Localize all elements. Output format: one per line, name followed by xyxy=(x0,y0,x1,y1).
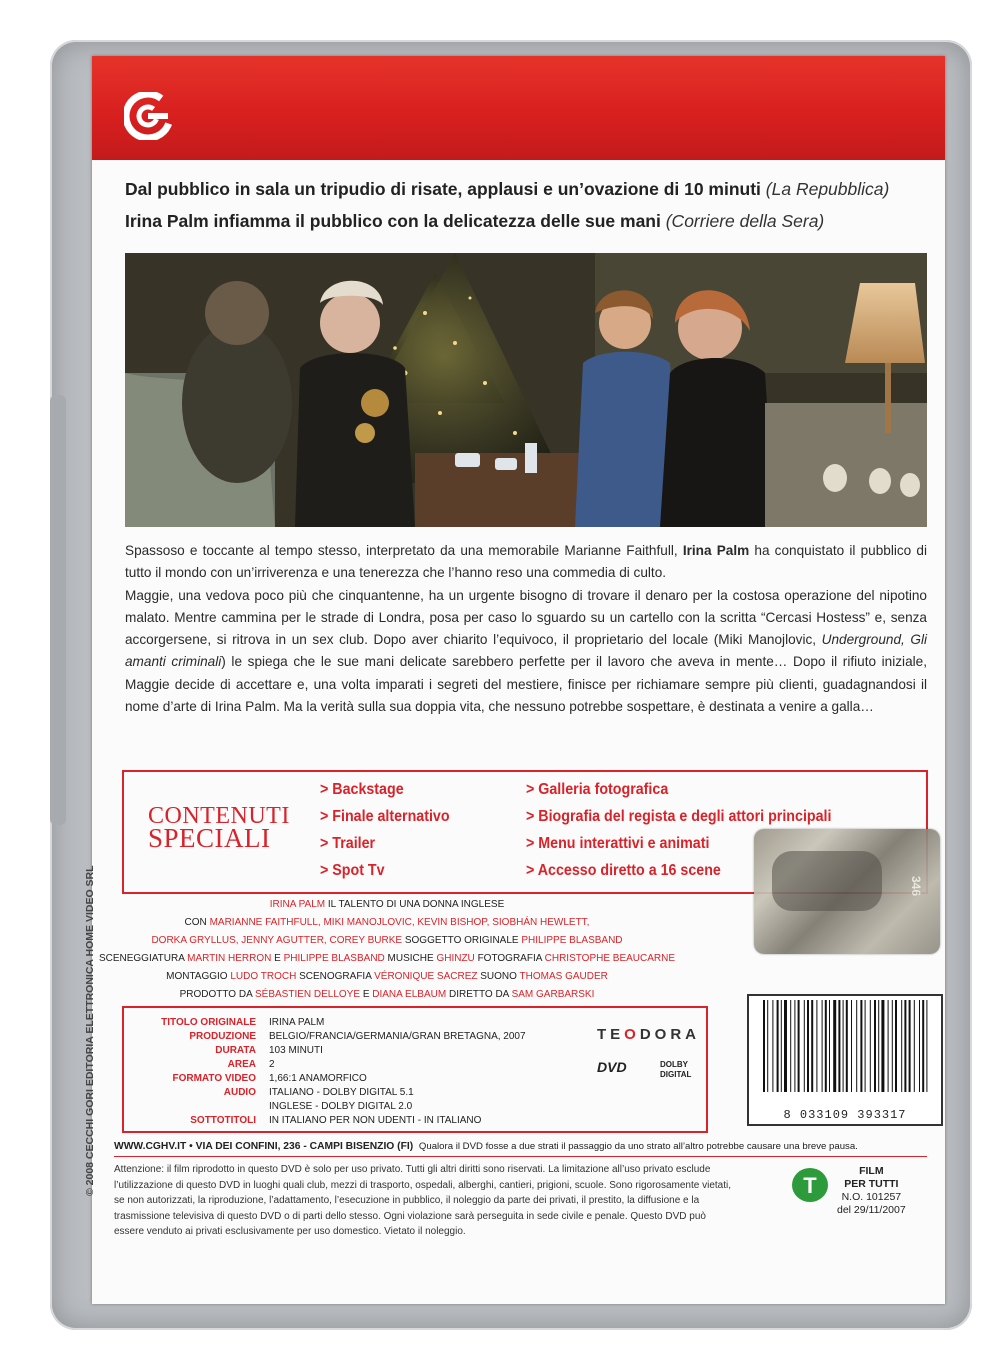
credit-names: SAM GARBARSKI xyxy=(511,989,595,1000)
credit-names: LUDO TROCH xyxy=(230,971,297,982)
rating-label xyxy=(837,1165,906,1217)
credit-role: CON xyxy=(184,917,207,928)
synopsis-text: ) le spiega che le sue mani delicate sarebbero perfette per il lavoro che aveva in mente… Dopo il rifiuto iniziale, Maggie decide di accettare e, una volta imparati i segreti del mestiere, finisce per richiamare sempre più clienti, guadagnandosi il nome d’arte di Irina Palm. Ma la verità sulla sua doppia vita, che nessuno potrebbe sospettare, è destinata a venire a galla… xyxy=(125,654,927,715)
spec-label: TITOLO ORIGINALE xyxy=(161,1017,256,1028)
credit-names: GHINZU xyxy=(436,953,475,964)
extra-item: > Finale alternativo xyxy=(320,808,450,825)
barcode-bar xyxy=(874,1000,876,1092)
dvd-video-logo: DVD xyxy=(597,1059,627,1075)
spec-label: PRODUZIONE xyxy=(189,1031,256,1042)
barcode-bar xyxy=(892,1000,893,1092)
synopsis-paragraph-1 xyxy=(125,540,927,585)
copyright-vertical: © 2008 CECCHI GORI EDITORIA ELETTRONICA HOME VIDEO SRL xyxy=(84,865,96,1196)
spec-value: IRINA PALM xyxy=(269,1017,325,1028)
barcode-bar xyxy=(794,1000,795,1092)
credit-names: MARIANNE FAITHFULL, MIKI MANOJLOVIC, KEVIN BISHOP, SIOBHÁN HEWLETT, xyxy=(209,917,590,928)
barcode-bar xyxy=(865,1000,866,1092)
barcode-bar xyxy=(822,1000,823,1092)
spec-label: SOTTOTITOLI xyxy=(190,1115,256,1126)
teodora-o: O xyxy=(624,1026,640,1043)
credits-line xyxy=(92,932,682,950)
credits-line xyxy=(92,896,682,914)
credits-line xyxy=(92,986,682,1004)
extra-item: > Biografia del regista e degli attori principali xyxy=(526,808,832,825)
barcode-bar xyxy=(829,1000,830,1092)
credit-role: SCENOGRAFIA xyxy=(299,971,372,982)
synopsis xyxy=(125,540,927,718)
barcode-bar xyxy=(901,1000,902,1092)
spec-label: AREA xyxy=(227,1059,256,1070)
extra-item: > Trailer xyxy=(320,835,376,852)
credits-line xyxy=(92,950,682,968)
barcode-bar xyxy=(895,1000,897,1092)
credit-role: PRODOTTO DA xyxy=(179,989,253,1000)
extra-item: > Accesso diretto a 16 scene xyxy=(526,862,721,879)
barcode-bar xyxy=(870,1000,871,1092)
barcode-bar xyxy=(804,1000,805,1092)
barcode-bar xyxy=(888,1000,889,1092)
credit-names: DORKA GRYLLUS, JENNY AGUTTER, COREY BURKE xyxy=(151,935,403,946)
quote-corriere xyxy=(125,211,824,232)
credit-role: DIRETTO DA xyxy=(448,989,509,1000)
extra-item: > Galleria fotografica xyxy=(526,781,669,798)
credit-names: THOMAS GAUDER xyxy=(519,971,608,982)
barcode-bar xyxy=(909,1000,911,1092)
quote-text: Irina Palm infiamma il pubblico con la delicatezza delle sue mani xyxy=(125,211,661,231)
barcode-bar xyxy=(881,1000,884,1092)
barcode-bar xyxy=(851,1000,852,1092)
barcode-bar xyxy=(843,1000,844,1092)
credit-names: DIANA ELBAUM xyxy=(372,989,447,1000)
spec-value: 1,66:1 ANAMORFICO xyxy=(269,1073,367,1084)
rating-line: del 29/11/2007 xyxy=(837,1204,906,1216)
header-red-band xyxy=(92,56,945,160)
publisher-address xyxy=(114,1141,858,1152)
spec-label: FORMATO VIDEO xyxy=(172,1073,256,1084)
hologram-pattern xyxy=(772,851,882,911)
credit-names: PHILIPPE BLASBAND xyxy=(521,935,623,946)
credit-role: MUSICHE xyxy=(387,953,434,964)
dvd-back-cover xyxy=(84,56,945,1304)
synopsis-text: ha conquistato il pubblico di tutto il mondo con un’irriverenza e una tenerezza che l’hanno reso una commedia di culto. xyxy=(125,543,928,581)
barcode-bar xyxy=(860,1000,862,1092)
rating-line: N.O. 101257 xyxy=(841,1191,902,1203)
synopsis-text: Maggie, una vedova poco più che cinquantenne, ha un urgente bisogno di trovare il denaro per la costosa operazione del nipotino malato. Mentre cammina per le strade di Londra, posa per caso lo sguardo su un cartello con la scritta “Cercasi Hostess” e, senza accorgersene, si ritrova in un sex club. Dopo aver chiarito l’equivoco, il proprietario del locale (Miki Manojlovic, xyxy=(125,587,927,648)
special-contents-title-line2: SPECIALI xyxy=(148,823,271,853)
barcode-bar xyxy=(763,1000,765,1092)
credit-role: SUONO xyxy=(480,971,517,982)
dolby-line: DIGITAL xyxy=(660,1070,692,1079)
barcode-bars xyxy=(749,1000,941,1108)
synopsis-text: Spassoso e toccante al tempo stesso, interpretato da una memorabile Marianne Faithfull, xyxy=(125,543,678,558)
barcode-bar xyxy=(904,1000,906,1092)
barcode-bar xyxy=(781,1000,782,1092)
barcode-bar xyxy=(922,1000,924,1092)
synopsis-title: Irina Palm xyxy=(682,543,750,558)
credits-line xyxy=(92,968,682,986)
barcode-bar xyxy=(772,1000,773,1092)
barcode xyxy=(747,994,943,1126)
special-contents-title xyxy=(148,803,290,853)
spec-value: 2 xyxy=(269,1059,275,1070)
quote-repubblica xyxy=(125,179,889,200)
barcode-bar xyxy=(833,1000,836,1092)
dolby-line: DOLBY xyxy=(660,1060,688,1069)
spec-value: INGLESE - DOLBY DIGITAL 2.0 xyxy=(269,1101,413,1112)
extra-item: > Menu interattivi e animati xyxy=(526,835,710,852)
rating-line: PER TUTTI xyxy=(844,1178,899,1190)
barcode-bar xyxy=(790,1000,791,1092)
quote-text: Dal pubblico in sala un tripudio di risate, applausi e un’ovazione di 10 minuti xyxy=(125,179,761,199)
spec-value: 103 MINUTI xyxy=(269,1045,323,1056)
hologram-sticker xyxy=(754,829,940,954)
credit-title: IRINA PALM xyxy=(269,899,326,910)
extra-item: > Backstage xyxy=(320,781,404,798)
dolby-digital-logo xyxy=(660,1060,691,1080)
credit-role: E xyxy=(362,989,370,1000)
teodora-text: DORA xyxy=(639,1026,701,1043)
spec-value: ITALIANO - DOLBY DIGITAL 5.1 xyxy=(269,1087,414,1098)
credit-subtitle: IL TALENTO DI UNA DONNA INGLESE xyxy=(327,899,505,910)
credit-names: PHILIPPE BLASBAND xyxy=(283,953,385,964)
hologram-number: 346 xyxy=(908,875,923,897)
rating-t-icon xyxy=(790,1166,830,1204)
publisher-site: WWW.CGHV.IT • VIA DEI CONFINI, 236 - CAMPI BISENZIO (FI) xyxy=(114,1141,414,1152)
teodora-logo xyxy=(597,1026,700,1043)
synopsis-films: Underground, Gli amanti criminali xyxy=(125,632,927,670)
barcode-bar xyxy=(838,1000,840,1092)
credit-names: MARTIN HERRON xyxy=(187,953,272,964)
rating-letter: T xyxy=(803,1173,817,1198)
dual-layer-note: Qualora il DVD fosse a due strati il passaggio da uno strato all’altro potrebbe causare una breve pausa. xyxy=(418,1141,858,1152)
quote-source: (La Repubblica) xyxy=(765,179,890,199)
case-clip xyxy=(50,395,66,825)
credit-role: E xyxy=(274,953,281,964)
barcode-number: 8 033109 393317 xyxy=(783,1108,907,1122)
credit-names: SÉBASTIEN DELLOYE xyxy=(254,989,361,1000)
barcode-bar xyxy=(878,1000,879,1092)
quote-source: (Corriere della Sera) xyxy=(665,211,825,231)
extra-item: > Spot Tv xyxy=(320,862,385,879)
film-still-photo xyxy=(125,253,927,527)
barcode-bar xyxy=(816,1000,817,1092)
credit-role: SOGGETTO ORIGINALE xyxy=(404,935,519,946)
spec-value: IN ITALIANO PER NON UDENTI - IN ITALIANO xyxy=(269,1115,482,1126)
barcode-bar xyxy=(856,1000,857,1092)
spec-label: AUDIO xyxy=(223,1087,256,1098)
spec-label: DURATA xyxy=(215,1045,256,1056)
rating-line: FILM xyxy=(859,1165,884,1177)
credits-block xyxy=(92,896,682,1004)
credits-line xyxy=(92,914,682,932)
teodora-text: TE xyxy=(597,1026,625,1043)
special-contents-title-line1: CONTENUTI xyxy=(148,803,290,829)
barcode-bar xyxy=(825,1000,827,1092)
barcode-bar xyxy=(919,1000,920,1092)
synopsis-paragraph-2 xyxy=(125,585,927,719)
barcode-bar xyxy=(914,1000,915,1092)
credit-role: FOTOGRAFIA xyxy=(477,953,542,964)
barcode-bar xyxy=(846,1000,848,1092)
barcode-bar xyxy=(811,1000,813,1092)
divider xyxy=(114,1156,927,1157)
barcode-bar xyxy=(798,1000,800,1092)
barcode-bar xyxy=(926,1000,927,1092)
barcode-bar xyxy=(784,1000,787,1092)
cecchi-gori-logo-icon xyxy=(124,92,172,140)
credit-role: SCENEGGIATURA xyxy=(98,953,185,964)
credit-names: CHRISTOPHE BEAUCARNE xyxy=(544,953,676,964)
spec-value: BELGIO/FRANCIA/GERMANIA/GRAN BRETAGNA, 2007 xyxy=(269,1031,526,1042)
legal-notice: Attenzione: il film riprodotto in questo DVD è solo per uso privato. Tutti gli altri diritti sono riservati. La limitazione all’uso privato esclude l’utilizzazione di questo DVD in luoghi quali club, mezzi di trasporto, ospedali, alberghi, cantieri, prigioni, scuole. Sono rigorosamente vietati, se non autorizzati, la riproduzione, l’adattamento, l’esecuzione in pubblico, il noleggio da parte dei privati, il prestito, la diffusione e la trasmissione televisiva di questo DVD o di parti dello stesso. Ogni violazione sarà perseguita in sede civile e penale. Questo DVD può essere venduto ai privati esclusivamente per uso domestico. Vietato il noleggio. xyxy=(114,1164,731,1237)
barcode-bar xyxy=(807,1000,809,1092)
barcode-bar xyxy=(767,1000,768,1092)
credit-names: VÉRONIQUE SACREZ xyxy=(374,971,478,982)
credit-role: MONTAGGIO xyxy=(166,971,228,982)
barcode-bar xyxy=(777,1000,779,1092)
